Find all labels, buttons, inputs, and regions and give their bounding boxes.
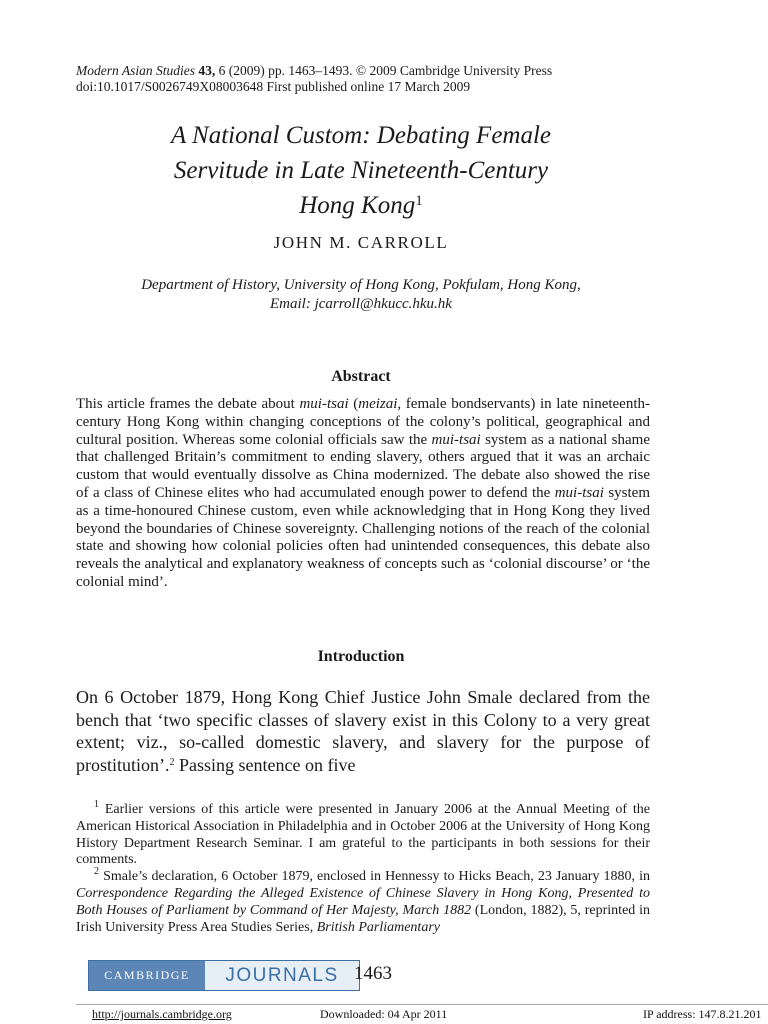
- footnote-text: Earlier versions of this article were presented in January 2006 at the Annual Meeting of the American Historical Association in Philadelphia and in October 2006 at the University of Hong Kong History Department Research Seminar. I am grateful to the participants in both sessions for their comments.: [76, 802, 650, 868]
- citation-header: [76, 63, 676, 95]
- styled-text: Correspondence Regarding the Alleged Existence of Chinese Slavery in Hong Kong, Presented to Both Houses of Parliament by Command of Her Majesty, March 1882: [76, 885, 650, 918]
- footnote-marker: 2: [94, 866, 99, 878]
- footer-divider: [76, 1004, 768, 1005]
- styled-text: mui-tsai: [554, 484, 604, 501]
- styled-text: British Parliamentary: [316, 919, 440, 935]
- footnote-text: Smale’s declaration, 6 October 1879, enclosed in Hennessy to Hicks Beach, 23 January 1880, in Correspondence Regarding the Alleged Existence of Chinese Slavery in Hong Kong, Presented to Both Houses of Parliament by Command of Her Majesty, March 1882 (London, 1882), 5, reprinted in Irish University Press Area Studies Series, British Parliamentary: [76, 869, 650, 935]
- title-line: A National Custom: Debating Female: [170, 122, 552, 149]
- doi-line: doi:10.1017/S0026749X08003648 First published online 17 March 2009: [76, 79, 471, 94]
- footnote-2: [76, 866, 650, 936]
- introduction-heading: Introduction: [317, 648, 405, 665]
- logo-journals-text: JOURNALS: [205, 961, 359, 990]
- styled-text: 43,: [198, 63, 216, 78]
- styled-text: mui-tsai: [299, 396, 349, 412]
- styled-text: mui-tsai: [431, 431, 481, 448]
- styled-text: Modern Asian Studies: [76, 63, 195, 78]
- styled-text: meizai,: [358, 396, 402, 412]
- author-name: JOHN M. CARROLL: [273, 233, 449, 252]
- footnote-ref: 2: [169, 756, 175, 768]
- abstract-heading: Abstract: [331, 368, 391, 385]
- introduction-text: On 6 October 1879, Hong Kong Chief Justice John Smale declared from the bench that ‘two specific classes of slavery exist in this Colony to a very great extent; viz., so-called domestic slavery, and slavery for the purpose of prostitution’.$^2$ Passing sentence on five: [76, 687, 650, 775]
- article-title: [90, 118, 632, 223]
- journals-url-link[interactable]: http://journals.cambridge.org: [92, 1007, 232, 1021]
- email-line: Email: jcarroll@hkucc.hku.hk: [270, 296, 452, 312]
- abstract-text: This article frames the debate about mui-tsai (meizai, female bondservants) in late nineteenth-century Hong Kong within changing conceptions of the colony’s political, geographical and cultural position. Whereas some colonial officials saw the mui-tsai system as a national shame that challenged Britain’s commitment to ending slavery, others argued that it was an archaic custom that would eventually dissolve as China modernized. The debate also showed the rise of a class of Chinese elites who had accumulated enough power to defend the mui-tsai system as a time-honoured Chinese custom, even while acknowledging that in Hong Kong they lived beyond the boundaries of Chinese sovereignty. Challenging notions of the reach of the colonial state and showing how colonial policies often had unintended consequences, this debate also reveals the analytical and explanatory weakness of concepts such as ‘colonial discourse’ or ‘the colonial mind’.: [76, 396, 651, 590]
- footnote-marker: 1: [94, 799, 99, 810]
- logo-cambridge-text: CAMBRIDGE: [89, 961, 205, 990]
- author-affiliation: [76, 276, 646, 314]
- download-date: Downloaded: 04 Apr 2011: [320, 1007, 448, 1021]
- title-line-text: Hong Kong: [299, 192, 416, 219]
- title-line: Servitude in Late Nineteenth-Century: [173, 157, 549, 184]
- ip-address: IP address: 147.8.21.201: [643, 1007, 762, 1021]
- affiliation-line: Department of History, University of Hong Kong, Pokfulam, Hong Kong,: [141, 277, 581, 293]
- footnotes: [76, 799, 650, 936]
- cambridge-journals-logo[interactable]: [88, 960, 360, 991]
- footnote-1: [76, 799, 650, 869]
- citation-line: Modern Asian Studies 43, 6 (2009) pp. 1463–1493. © 2009 Cambridge University Press: [76, 63, 553, 78]
- title-footnote-marker: 1: [415, 193, 423, 209]
- page-number: 1463: [354, 963, 392, 984]
- title-line: [90, 188, 632, 223]
